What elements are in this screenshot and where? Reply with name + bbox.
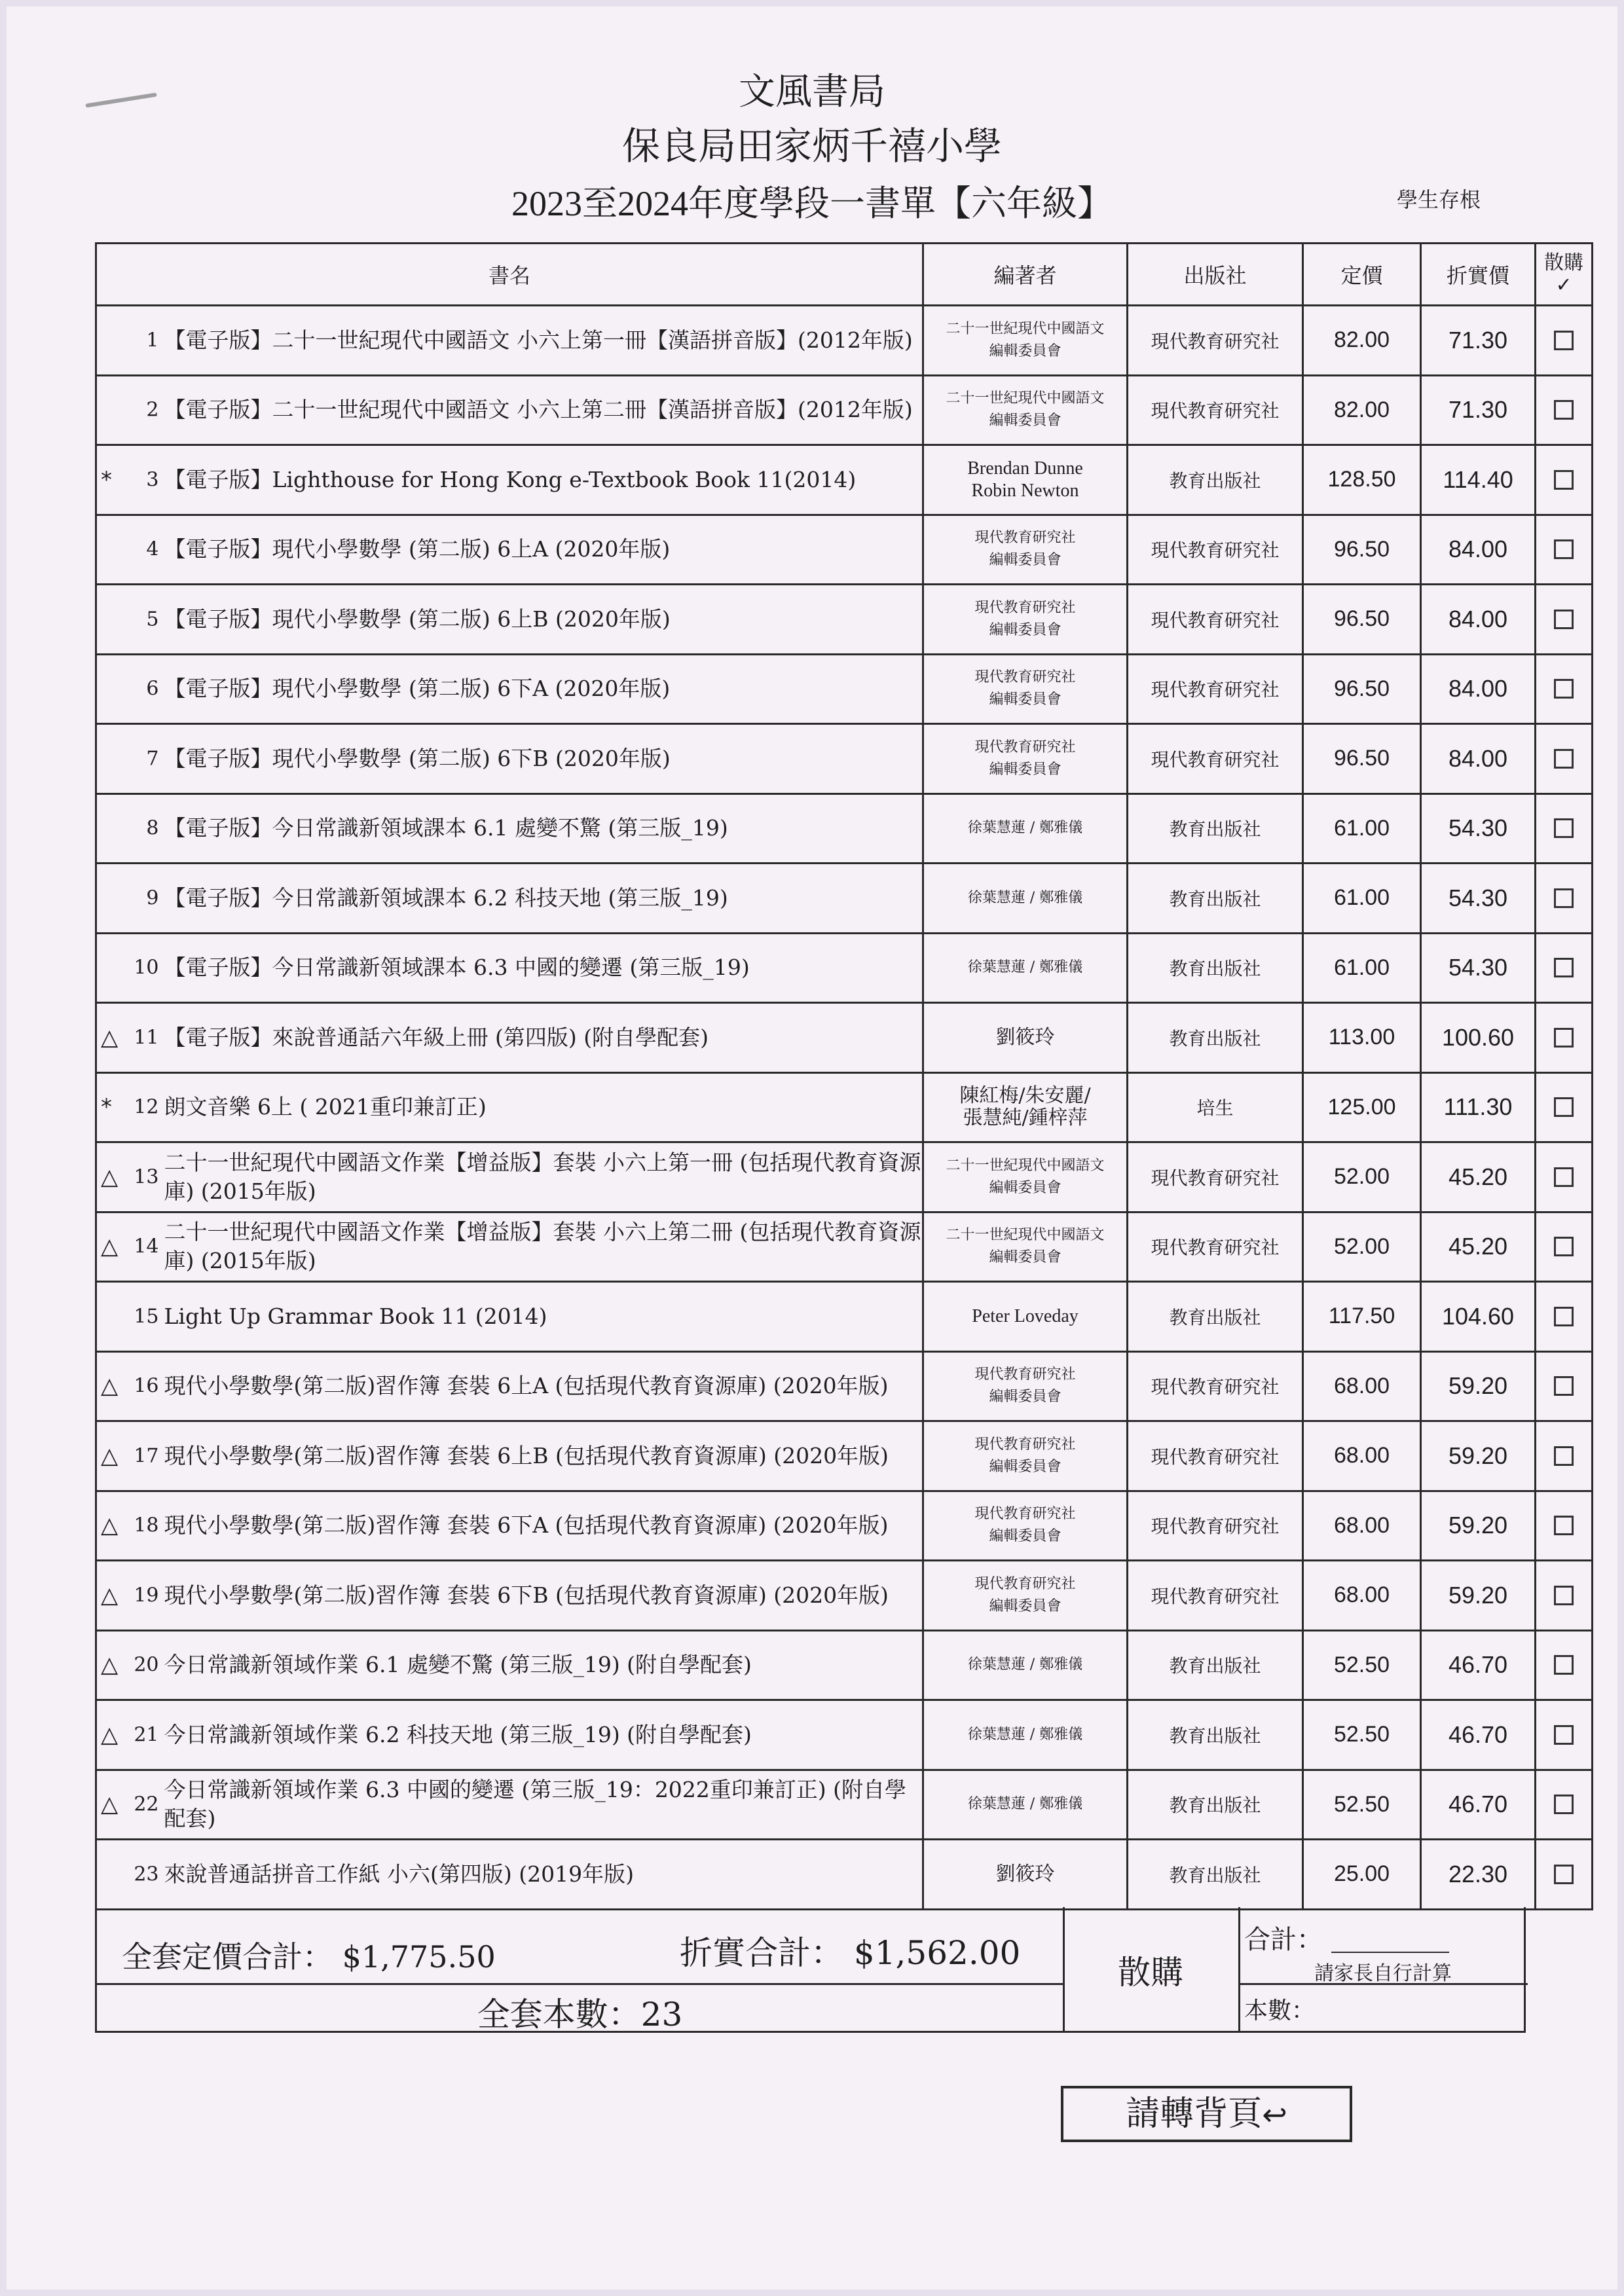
header-buy-check: ✓	[1555, 274, 1572, 297]
book-net-price: 45.20	[1421, 1142, 1536, 1212]
book-title: 二十一世紀現代中國語文作業【增益版】套裝 小六上第一冊 (包括現代教育資源庫) (2015年版)	[162, 1142, 923, 1212]
book-title: Light Up Grammar Book 11 (2014)	[162, 1282, 923, 1352]
book-author: 二十一世紀現代中國語文 編輯委員會	[923, 1212, 1128, 1282]
buy-cell	[1536, 585, 1593, 655]
buy-checkbox[interactable]	[1554, 1516, 1574, 1535]
subtotal-label: 合計：	[1244, 1925, 1323, 1955]
book-net-price: 45.20	[1421, 1212, 1536, 1282]
row-number: 4	[146, 538, 159, 561]
book-row	[96, 654, 1593, 724]
row-number-cell	[96, 1491, 162, 1561]
row-number: 11	[134, 1026, 159, 1049]
book-title: 【電子版】今日常識新領域課本 6.1 處變不驚 (第三版_19)	[162, 793, 923, 864]
book-net-price: 84.00	[1421, 585, 1536, 655]
turn-page-box	[1061, 2086, 1352, 2142]
row-number-cell	[96, 306, 162, 376]
book-net-price: 46.70	[1421, 1770, 1536, 1840]
buy-cell	[1536, 864, 1593, 934]
row-number: 2	[146, 398, 159, 422]
book-row	[96, 1630, 1593, 1700]
book-net-price: 84.00	[1421, 654, 1536, 724]
buy-checkbox[interactable]	[1554, 679, 1574, 699]
buy-checkbox[interactable]	[1554, 1795, 1574, 1814]
book-row	[96, 1840, 1593, 1910]
row-number-cell	[96, 1351, 162, 1421]
buy-cell	[1536, 1561, 1593, 1631]
buy-checkbox[interactable]	[1554, 1097, 1574, 1117]
book-net-price: 114.40	[1421, 445, 1536, 515]
buy-cell	[1536, 793, 1593, 864]
row-mark: △	[101, 1442, 119, 1469]
book-price: 68.00	[1303, 1421, 1421, 1491]
book-publisher: 教育出版社	[1128, 1003, 1303, 1073]
book-author: Peter Loveday	[923, 1282, 1128, 1352]
row-mark: △	[101, 1652, 119, 1679]
book-row	[96, 933, 1593, 1003]
book-publisher: 現代教育研究社	[1128, 375, 1303, 445]
buy-checkbox[interactable]	[1554, 400, 1574, 420]
row-number-cell	[96, 585, 162, 655]
book-title: 【電子版】來說普通話六年級上冊 (第四版) (附自學配套)	[162, 1003, 923, 1073]
book-title: 今日常識新領域作業 6.1 處變不驚 (第三版_19) (附自學配套)	[162, 1630, 923, 1700]
book-publisher: 現代教育研究社	[1128, 585, 1303, 655]
book-publisher: 現代教育研究社	[1128, 1421, 1303, 1491]
row-number-cell	[96, 1003, 162, 1073]
book-price: 68.00	[1303, 1351, 1421, 1421]
row-number: 21	[134, 1723, 159, 1747]
buy-cell	[1536, 1421, 1593, 1491]
row-number: 6	[146, 677, 159, 701]
book-row	[96, 375, 1593, 445]
count-label: 本數：	[1244, 1997, 1316, 2024]
book-row	[96, 864, 1593, 934]
book-price: 61.00	[1303, 793, 1421, 864]
book-net-price: 46.70	[1421, 1700, 1536, 1770]
buy-cell	[1536, 1072, 1593, 1142]
book-price: 96.50	[1303, 515, 1421, 585]
book-row	[96, 1072, 1593, 1142]
header-buy-label: 散購	[1544, 251, 1584, 274]
book-author: 現代教育研究社 編輯委員會	[923, 1421, 1128, 1491]
book-net-price: 104.60	[1421, 1282, 1536, 1352]
row-number-cell	[96, 1072, 162, 1142]
book-author: 現代教育研究社 編輯委員會	[923, 515, 1128, 585]
book-price: 125.00	[1303, 1072, 1421, 1142]
buy-cell	[1536, 375, 1593, 445]
header-title: 書名	[96, 244, 923, 306]
row-mark: △	[101, 1233, 119, 1260]
book-publisher: 教育出版社	[1128, 445, 1303, 515]
book-row	[96, 1491, 1593, 1561]
header-author: 編著者	[923, 244, 1128, 306]
book-publisher: 現代教育研究社	[1128, 724, 1303, 794]
book-price: 68.00	[1303, 1561, 1421, 1631]
buy-cell	[1536, 1491, 1593, 1561]
book-price: 82.00	[1303, 306, 1421, 376]
book-net-price: 22.30	[1421, 1840, 1536, 1910]
book-publisher: 教育出版社	[1128, 1630, 1303, 1700]
book-publisher: 現代教育研究社	[1128, 1142, 1303, 1212]
buy-cell	[1536, 1282, 1593, 1352]
row-number: 15	[134, 1305, 159, 1328]
book-author: 陳紅梅/朱安麗/ 張慧純/鍾梓萍	[923, 1072, 1128, 1142]
row-number-cell	[96, 375, 162, 445]
row-number-cell	[96, 864, 162, 934]
buy-checkbox[interactable]	[1554, 331, 1574, 350]
full-price-total: 全套定價合計： $1,775.50	[122, 1939, 496, 1975]
book-author: 現代教育研究社 編輯委員會	[923, 1491, 1128, 1561]
row-number: 12	[134, 1095, 159, 1119]
row-mark: △	[101, 1721, 119, 1748]
subtotal-blank[interactable]	[1331, 1952, 1449, 1953]
net-total: 折實合計： $1,562.00	[680, 1934, 1021, 1972]
row-number: 19	[134, 1584, 159, 1607]
buy-cell	[1536, 445, 1593, 515]
book-price: 52.00	[1303, 1212, 1421, 1282]
book-title: 【電子版】今日常識新領域課本 6.3 中國的變遷 (第三版_19)	[162, 933, 923, 1003]
row-number-cell	[96, 1630, 162, 1700]
book-row	[96, 1282, 1593, 1352]
book-author: 現代教育研究社 編輯委員會	[923, 724, 1128, 794]
row-number: 7	[146, 747, 159, 771]
row-mark: △	[101, 1512, 119, 1539]
book-price: 52.50	[1303, 1630, 1421, 1700]
row-mark: *	[101, 466, 112, 493]
header-buy	[1536, 244, 1593, 306]
row-number: 16	[134, 1374, 159, 1398]
buy-checkbox[interactable]	[1554, 1586, 1574, 1605]
buy-cell	[1536, 1840, 1593, 1910]
book-title: 【電子版】二十一世紀現代中國語文 小六上第一冊【漢語拼音版】(2012年版)	[162, 306, 923, 376]
book-net-price: 100.60	[1421, 1003, 1536, 1073]
book-author: 徐葉慧蓮 / 鄭雅儀	[923, 793, 1128, 864]
row-number-cell	[96, 1142, 162, 1212]
buy-checkbox[interactable]	[1554, 888, 1574, 908]
book-author: 現代教育研究社 編輯委員會	[923, 654, 1128, 724]
book-author: 二十一世紀現代中國語文 編輯委員會	[923, 375, 1128, 445]
book-author: 現代教育研究社 編輯委員會	[923, 1351, 1128, 1421]
book-publisher: 教育出版社	[1128, 1840, 1303, 1910]
book-net-price: 59.20	[1421, 1561, 1536, 1631]
book-price: 96.50	[1303, 654, 1421, 724]
buy-checkbox[interactable]	[1554, 1307, 1574, 1326]
row-number: 23	[134, 1863, 159, 1886]
row-number: 10	[134, 956, 159, 979]
buy-checkbox[interactable]	[1554, 749, 1574, 769]
loose-buy-label: 散購	[1118, 1954, 1183, 1992]
book-publisher: 教育出版社	[1128, 793, 1303, 864]
book-count: 全套本數：23	[477, 1995, 683, 2033]
buy-cell	[1536, 933, 1593, 1003]
row-mark: △	[101, 1163, 119, 1190]
book-price: 61.00	[1303, 864, 1421, 934]
book-net-price: 54.30	[1421, 793, 1536, 864]
buy-cell	[1536, 306, 1593, 376]
book-price: 117.50	[1303, 1282, 1421, 1352]
book-publisher: 現代教育研究社	[1128, 1561, 1303, 1631]
book-title: 現代小學數學(第二版)習作簿 套裝 6下B (包括現代教育資源庫) (2020年版)	[162, 1561, 923, 1631]
buy-checkbox[interactable]	[1554, 610, 1574, 629]
buy-cell	[1536, 1700, 1593, 1770]
book-title: 現代小學數學(第二版)習作簿 套裝 6下A (包括現代教育資源庫) (2020年版)	[162, 1491, 923, 1561]
buy-checkbox[interactable]	[1554, 958, 1574, 977]
row-number: 3	[146, 468, 159, 492]
buy-checkbox[interactable]	[1554, 1028, 1574, 1048]
book-author: 二十一世紀現代中國語文 編輯委員會	[923, 306, 1128, 376]
shop-name: 文風書局	[739, 71, 885, 113]
book-row	[96, 1770, 1593, 1840]
book-price: 52.50	[1303, 1770, 1421, 1840]
book-price: 96.50	[1303, 724, 1421, 794]
book-price: 61.00	[1303, 933, 1421, 1003]
buy-checkbox[interactable]	[1554, 1237, 1574, 1256]
book-title: 二十一世紀現代中國語文作業【增益版】套裝 小六上第二冊 (包括現代教育資源庫) (2015年版)	[162, 1212, 923, 1282]
header-price: 定價	[1303, 244, 1421, 306]
book-row	[96, 1421, 1593, 1491]
book-net-price: 46.70	[1421, 1630, 1536, 1700]
row-number-cell	[96, 793, 162, 864]
buy-cell	[1536, 1142, 1593, 1212]
buy-checkbox[interactable]	[1554, 1725, 1574, 1745]
buy-cell	[1536, 1003, 1593, 1073]
book-row	[96, 306, 1593, 376]
buy-cell	[1536, 654, 1593, 724]
header-publisher: 出版社	[1128, 244, 1303, 306]
book-title: 今日常識新領域作業 6.3 中國的變遷 (第三版_19：2022重印兼訂正) (附自學配套)	[162, 1770, 923, 1840]
buy-checkbox[interactable]	[1554, 1655, 1574, 1675]
buy-checkbox[interactable]	[1554, 818, 1574, 838]
book-title: 【電子版】今日常識新領域課本 6.2 科技天地 (第三版_19)	[162, 864, 923, 934]
book-publisher: 現代教育研究社	[1128, 1351, 1303, 1421]
buy-cell	[1536, 1770, 1593, 1840]
book-title: 【電子版】現代小學數學 (第二版) 6上B (2020年版)	[162, 585, 923, 655]
book-title: 【電子版】二十一世紀現代中國語文 小六上第二冊【漢語拼音版】(2012年版)	[162, 375, 923, 445]
row-number: 14	[134, 1235, 159, 1258]
book-publisher: 現代教育研究社	[1128, 515, 1303, 585]
book-price: 25.00	[1303, 1840, 1421, 1910]
book-net-price: 59.20	[1421, 1491, 1536, 1561]
book-row	[96, 1561, 1593, 1631]
book-list-table	[95, 242, 1593, 1910]
book-publisher: 教育出版社	[1128, 933, 1303, 1003]
book-title: 現代小學數學(第二版)習作簿 套裝 6上B (包括現代教育資源庫) (2020年版)	[162, 1421, 923, 1491]
buy-checkbox[interactable]	[1554, 470, 1574, 490]
book-author: 現代教育研究社 編輯委員會	[923, 1561, 1128, 1631]
row-number-cell	[96, 1700, 162, 1770]
buy-checkbox[interactable]	[1554, 539, 1574, 559]
book-title: 【電子版】現代小學數學 (第二版) 6下A (2020年版)	[162, 654, 923, 724]
buy-checkbox[interactable]	[1554, 1446, 1574, 1466]
book-author: 徐葉慧蓮 / 鄭雅儀	[923, 1770, 1128, 1840]
school-name: 保良局田家炳千禧小學	[621, 124, 1002, 168]
book-title: 來說普通話拼音工作紙 小六(第四版) (2019年版)	[162, 1840, 923, 1910]
book-publisher: 現代教育研究社	[1128, 654, 1303, 724]
book-net-price: 71.30	[1421, 306, 1536, 376]
book-price: 128.50	[1303, 445, 1421, 515]
row-number-cell	[96, 933, 162, 1003]
row-number-cell	[96, 654, 162, 724]
book-title: 朗文音樂 6上 ( 2021重印兼訂正)	[162, 1072, 923, 1142]
buy-cell	[1536, 1630, 1593, 1700]
book-author: Brendan Dunne Robin Newton	[923, 445, 1128, 515]
table-header-row	[96, 244, 1593, 306]
row-number: 1	[146, 329, 159, 352]
book-row	[96, 793, 1593, 864]
turn-arrow-icon: ↩	[1262, 2097, 1287, 2132]
book-net-price: 84.00	[1421, 515, 1536, 585]
book-publisher: 現代教育研究社	[1128, 1212, 1303, 1282]
book-publisher: 教育出版社	[1128, 1700, 1303, 1770]
parent-note: 請家長自行計算	[1314, 1962, 1452, 1985]
row-number-cell	[96, 515, 162, 585]
book-net-price: 59.20	[1421, 1421, 1536, 1491]
row-mark: △	[101, 1791, 119, 1818]
book-net-price: 54.30	[1421, 864, 1536, 934]
buy-cell	[1536, 515, 1593, 585]
book-author: 徐葉慧蓮 / 鄭雅儀	[923, 933, 1128, 1003]
book-net-price: 54.30	[1421, 933, 1536, 1003]
buy-checkbox[interactable]	[1554, 1167, 1574, 1187]
row-number: 8	[146, 816, 159, 840]
buy-cell	[1536, 724, 1593, 794]
book-row	[96, 1003, 1593, 1073]
book-row	[96, 724, 1593, 794]
book-price: 96.50	[1303, 585, 1421, 655]
book-title: 【電子版】現代小學數學 (第二版) 6下B (2020年版)	[162, 724, 923, 794]
book-title: 今日常識新領域作業 6.2 科技天地 (第三版_19) (附自學配套)	[162, 1700, 923, 1770]
row-number-cell	[96, 445, 162, 515]
book-rows	[96, 306, 1593, 1910]
book-row	[96, 445, 1593, 515]
book-author: 徐葉慧蓮 / 鄭雅儀	[923, 864, 1128, 934]
book-publisher: 教育出版社	[1128, 1770, 1303, 1840]
buy-cell	[1536, 1351, 1593, 1421]
header-net: 折實價	[1421, 244, 1536, 306]
book-title: 【電子版】Lighthouse for Hong Kong e-Textbook Book 11(2014)	[162, 445, 923, 515]
book-row	[96, 585, 1593, 655]
book-price: 52.00	[1303, 1142, 1421, 1212]
book-title: 【電子版】現代小學數學 (第二版) 6上A (2020年版)	[162, 515, 923, 585]
list-title: 2023至2024年度學段一書單【六年級】	[511, 184, 1113, 223]
row-number-cell	[96, 1561, 162, 1631]
book-price: 52.50	[1303, 1700, 1421, 1770]
row-number-cell	[96, 724, 162, 794]
book-net-price: 111.30	[1421, 1072, 1536, 1142]
book-publisher: 現代教育研究社	[1128, 1491, 1303, 1561]
row-mark: *	[101, 1094, 112, 1121]
buy-cell	[1536, 1212, 1593, 1282]
book-row	[96, 1351, 1593, 1421]
book-row	[96, 1212, 1593, 1282]
book-author: 劉筱玲	[923, 1840, 1128, 1910]
row-number-cell	[96, 1282, 162, 1352]
book-price: 68.00	[1303, 1491, 1421, 1561]
book-publisher: 現代教育研究社	[1128, 306, 1303, 376]
buy-checkbox[interactable]	[1554, 1865, 1574, 1884]
row-number-cell	[96, 1212, 162, 1282]
row-mark: △	[101, 1373, 119, 1400]
copy-label: 學生存根	[1397, 187, 1481, 212]
row-number: 18	[134, 1514, 159, 1537]
row-mark: △	[101, 1024, 119, 1051]
row-mark: △	[101, 1582, 119, 1609]
row-number-cell	[96, 1770, 162, 1840]
book-row	[96, 515, 1593, 585]
book-publisher: 教育出版社	[1128, 1282, 1303, 1352]
book-author: 徐葉慧蓮 / 鄭雅儀	[923, 1700, 1128, 1770]
buy-checkbox[interactable]	[1554, 1376, 1574, 1396]
book-net-price: 71.30	[1421, 375, 1536, 445]
row-number: 20	[134, 1653, 159, 1677]
book-author: 二十一世紀現代中國語文 編輯委員會	[923, 1142, 1128, 1212]
row-number: 13	[134, 1165, 159, 1189]
row-number-cell	[96, 1421, 162, 1491]
row-number: 5	[146, 608, 159, 631]
book-row	[96, 1700, 1593, 1770]
book-title: 現代小學數學(第二版)習作簿 套裝 6上A (包括現代教育資源庫) (2020年版)	[162, 1351, 923, 1421]
book-publisher: 教育出版社	[1128, 864, 1303, 934]
book-price: 82.00	[1303, 375, 1421, 445]
row-number-cell	[96, 1840, 162, 1910]
book-author: 劉筱玲	[923, 1003, 1128, 1073]
book-net-price: 84.00	[1421, 724, 1536, 794]
row-number: 17	[134, 1444, 159, 1468]
book-publisher: 培生	[1128, 1072, 1303, 1142]
book-net-price: 59.20	[1421, 1351, 1536, 1421]
turn-page-label: 請轉背頁	[1126, 2094, 1263, 2134]
book-author: 徐葉慧蓮 / 鄭雅儀	[923, 1630, 1128, 1700]
row-number: 22	[134, 1793, 159, 1816]
totals-block	[95, 1907, 1526, 2033]
book-price: 113.00	[1303, 1003, 1421, 1073]
book-author: 現代教育研究社 編輯委員會	[923, 585, 1128, 655]
row-number: 9	[146, 886, 159, 910]
book-row	[96, 1142, 1593, 1212]
